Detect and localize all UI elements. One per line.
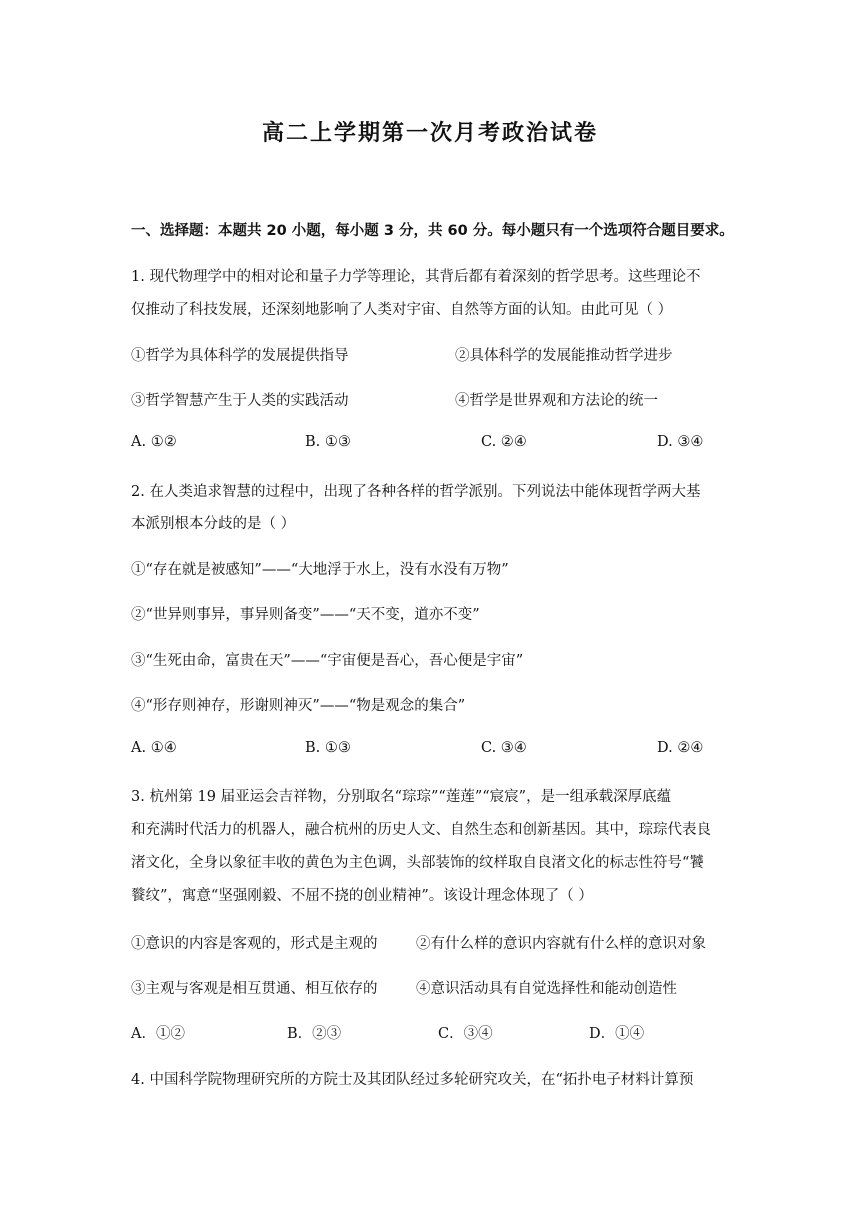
question-3-stem-line-1: 3. 杭州第 19 届亚运会吉祥物，分别取名“琮琮”“莲莲”“宸宸”，是一组承载深厚底蕴: [131, 789, 672, 805]
question-3-stem-line-3: 渚文化，全身以象征丰收的黄色为主色调，头部装饰的纹样取自良渚文化的标志性符号“饕: [131, 855, 704, 871]
question-2-option-a[interactable]: A. ①④: [131, 740, 177, 756]
question-3-statement-2: ②有什么样的意识内容就有什么样的意识对象: [416, 936, 706, 952]
question-1-option-c[interactable]: C. ②④: [481, 434, 527, 450]
question-1-stem-line-2: 仅推动了科技发展，还深刻地影响了人类对宇宙、自然等方面的认知。由此可见（ ）: [131, 302, 673, 318]
question-1-option-d[interactable]: D. ③④: [657, 434, 704, 450]
question-1-stem-line-1: 1. 现代物理学中的相对论和量子力学等理论，其背后都有着深刻的哲学思考。这些理论不: [131, 269, 701, 285]
question-3-stem-line-2: 和充满时代活力的机器人，融合杭州的历史人文、自然生态和创新基因。其中，琮琮代表良: [131, 822, 711, 838]
question-1-option-b[interactable]: B. ①③: [305, 434, 351, 450]
question-1-statement-1: ①哲学为具体科学的发展提供指导: [131, 348, 349, 364]
question-1-statement-3: ③哲学智慧产生于人类的实践活动: [131, 393, 349, 409]
question-1-statement-4: ④哲学是世界观和方法论的统一: [455, 393, 658, 409]
question-3-statement-3: ③主观与客观是相互贯通、相互依存的: [131, 981, 378, 997]
question-3-statement-1: ①意识的内容是客观的，形式是主观的: [131, 936, 378, 952]
question-2-option-d[interactable]: D. ②④: [657, 740, 704, 756]
question-3-option-a[interactable]: A．①②: [131, 1026, 185, 1042]
question-3-statement-4: ④意识活动具有自觉选择性和能动创造性: [416, 981, 677, 997]
question-4-stem-line-1: 4. 中国科学院物理研究所的方院士及其团队经过多轮研究攻关，在“拓扑电子材料计算预: [131, 1072, 694, 1088]
question-2-option-b[interactable]: B. ①③: [305, 740, 351, 756]
section-heading: 一、选择题：本题共 20 小题，每小题 3 分，共 60 分。每小题只有一个选项符合题目要求。: [131, 223, 734, 239]
question-2-stem-line-2: 本派别根本分歧的是（ ）: [131, 516, 296, 532]
question-3-stem-line-4: 餮纹”，寓意“坚强刚毅、不屈不挠的创业精神”。该设计理念体现了（ ）: [131, 888, 593, 904]
question-2-option-c[interactable]: C. ③④: [481, 740, 527, 756]
page-title: 高二上学期第一次月考政治试卷: [261, 121, 598, 146]
question-1-option-a[interactable]: A. ①②: [131, 434, 177, 450]
question-2-stem-line-1: 2. 在人类追求智慧的过程中，出现了各种各样的哲学派别。下列说法中能体现哲学两大基: [131, 484, 701, 500]
question-2-statement-1: ①“存在就是被感知”——“大地浮于水上，没有水没有万物”: [131, 562, 509, 578]
question-3-option-b[interactable]: B．②③: [287, 1026, 342, 1042]
question-3-option-c[interactable]: C．③④: [438, 1026, 493, 1042]
question-3-option-d[interactable]: D．①④: [589, 1026, 645, 1042]
question-2-statement-2: ②“世异则事异，事异则备变”——“天不变，道亦不变”: [131, 607, 480, 623]
question-2-statement-4: ④“形存则神存，形谢则神灭”——“物是观念的集合”: [131, 698, 466, 714]
question-2-statement-3: ③“生死由命，富贵在天”——“宇宙便是吾心，吾心便是宇宙”: [131, 653, 524, 669]
question-1-statement-2: ②具体科学的发展能推动哲学进步: [455, 348, 673, 364]
